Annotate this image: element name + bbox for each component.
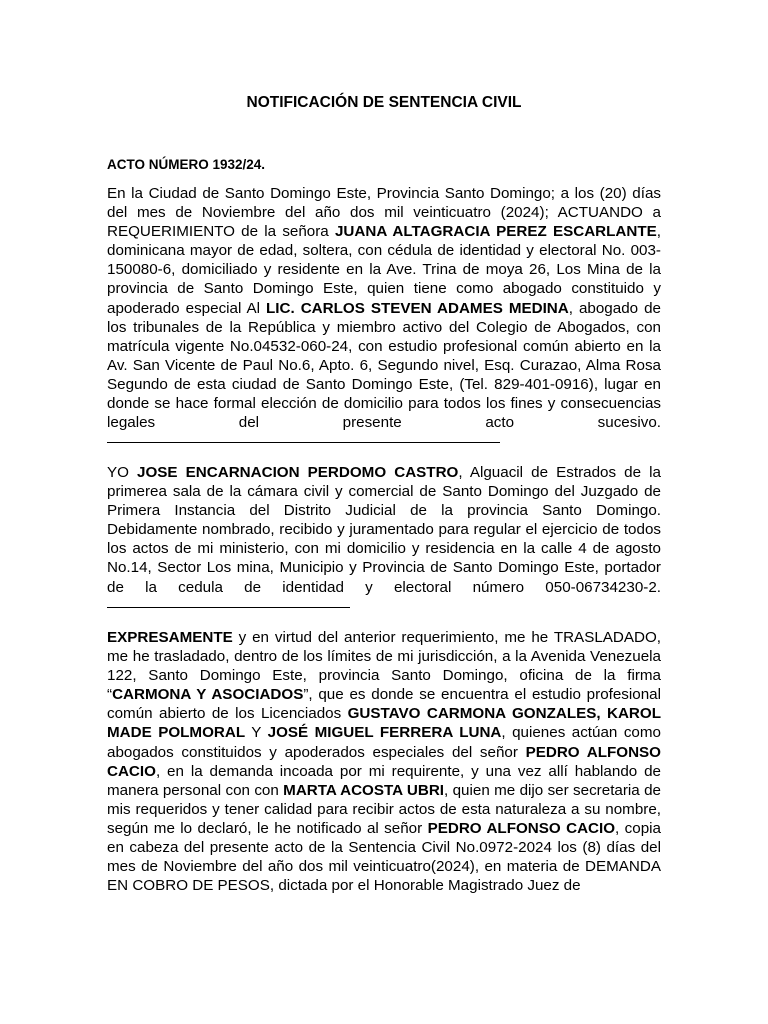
firm-name: CARMONA Y ASOCIADOS: [112, 686, 304, 704]
paragraph-text: , abogado de los tribunales de la República y miembro activo del Colegio de Abogados, con matrícula vigente No.04532-060-24, con estudio profesional común abierto en la Av. San Vicente de Paul No.6, Apto. 6, Segundo nivel, Esq. Curazao, Alma Rosa Segundo de esta ciudad de Santo Domingo Este, (Tel. 829-401-0916), lugar en donde se hace formal elección de domicilio para todos los fines y consecuencias legales del presente acto sucesivo.: [107, 299, 661, 432]
document-title: NOTIFICACIÓN DE SENTENCIA CIVIL: [246, 94, 522, 111]
paragraph-text: Y: [245, 724, 268, 742]
paragraph-alguacil: [107, 463, 661, 616]
secretary-name: MARTA ACOSTA UBRI: [283, 781, 445, 799]
paragraph-text: , quienes actúan como abogados constituidos y apoderados especiales del señor: [107, 724, 661, 761]
paragraph-text: , en la demanda incoada por mi requirente, y una vez allí hablando de manera personal con con: [107, 762, 661, 799]
attorney-name: LIC. CARLOS STEVEN ADAMES MEDINA: [266, 299, 569, 317]
fill-line: [107, 606, 350, 608]
paragraph-text: , quien me dijo ser secretaria de mis requeridos y tener calidad para recibir actos de esta naturaleza a su nombre, según me lo declaró, le he notificado al señor: [107, 781, 661, 837]
client-name: PEDRO ALFONSO CACIO: [427, 819, 616, 837]
requester-name: JUANA ALTAGRACIA PEREZ ESCARLANTE: [334, 223, 657, 241]
paragraph-text: , copia en cabeza del presente acto de la Sentencia Civil No.0972-2024 los (8) días del mes de Noviembre del año dos mil veinticuatro(2024), en materia de DEMANDA EN COBRO DE PESOS, dictada por el Honorable Magistrado Juez de: [107, 819, 661, 895]
bailiff-name: JOSE ENCARNACION PERDOMO CASTRO: [137, 464, 459, 481]
client-name: PEDRO ALFONSO CACIO: [107, 743, 661, 780]
paragraph-text: ”, que es donde se encuentra el estudio profesional común abierto de los Licenciados: [107, 686, 661, 723]
paragraph-text: y en virtud del anterior requerimiento, me he TRASLADADO, me he trasladado, dentro de los límites de mi jurisdicción, a la Avenida Venezuela 122, Santo Domingo Este, provincia Santo Domingo, oficina de la firma “: [107, 629, 661, 704]
paragraph-text: En la Ciudad de Santo Domingo Este, Provincia Santo Domingo; a los (20) días del mes de Noviembre del año dos mil veinticuatro (2024); ACTUANDO a REQUERIMIENTO de la señora: [107, 185, 661, 241]
act-number: ACTO NÚMERO 1932/24.: [107, 157, 266, 172]
paragraph-notificacion: [107, 628, 661, 895]
paragraph-requerimiento: [107, 184, 661, 451]
paragraph-text: , dominicana mayor de edad, soltera, con cédula de identidad y electoral No. 003-150080-6, domiciliado y residente en la Ave. Trina de moya 26, Los Mina de la provincia de Santo Domingo Este, quien tiene como abogado constituido y apoderado especial Al: [107, 223, 662, 317]
lawyer-name: JOSÉ MIGUEL FERRERA LUNA: [267, 724, 502, 742]
paragraph-text: , Alguacil de Estrados de la primerea sala de la cámara civil y comercial de Santo Domingo del Juzgado de Primera Instancia del Distrito Judicial de la provincia Santo Domingo. Debidamente nombrado, recibido y juramentado para regular el ejercicio de todos los actos de mi ministerio, con mi domicilio y residencia en la calle 4 de agosto No.14, Sector Los mina, Municipio y Provincia de Santo Domingo Este, portador de la cedula de identidad y electoral número 050-06734230-2.: [107, 464, 661, 596]
fill-line: [107, 441, 500, 443]
paragraph-text: YO: [107, 464, 138, 481]
bold-keyword: EXPRESAMENTE: [107, 629, 233, 646]
lawyers-names: GUSTAVO CARMONA GONZALES, KAROL MADE POLMORAL: [107, 705, 661, 742]
